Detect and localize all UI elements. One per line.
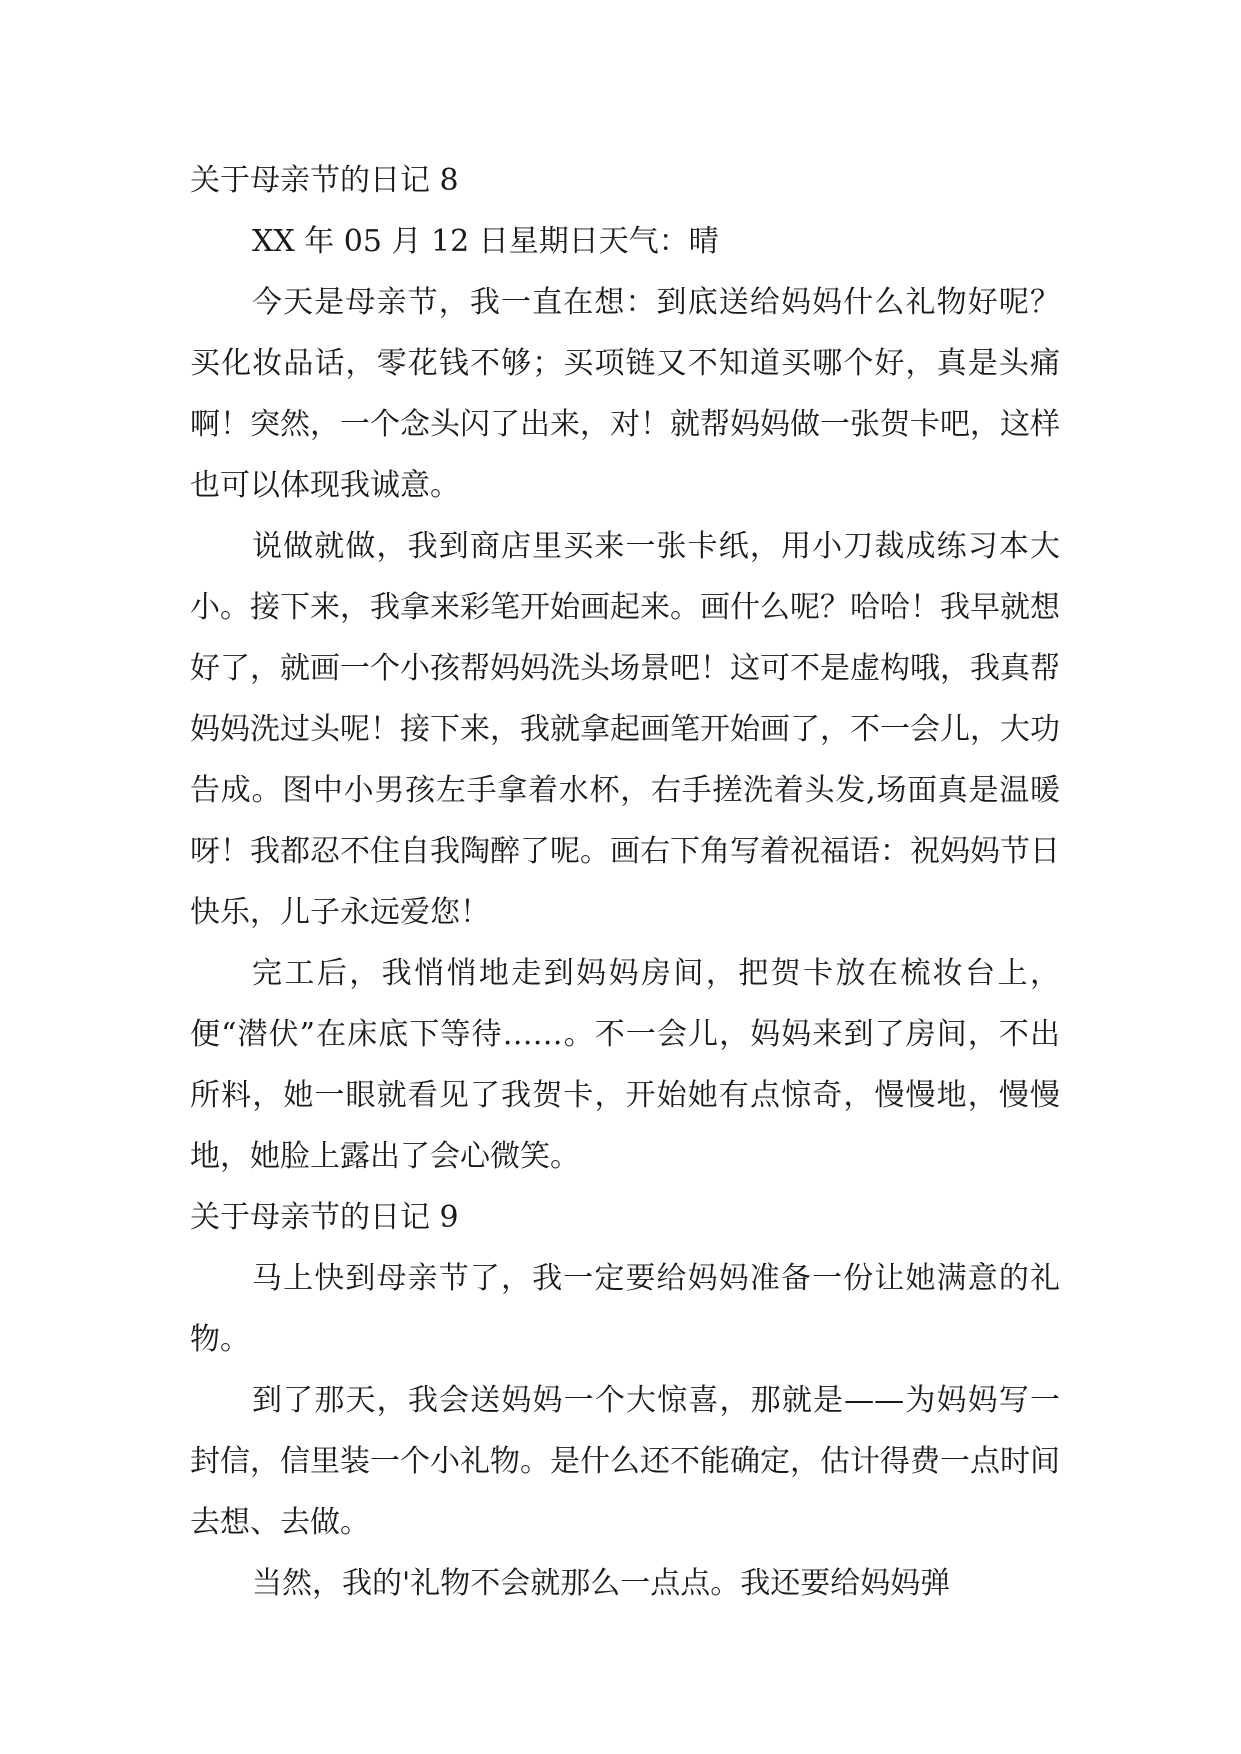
entry-heading: 关于母亲节的日记 8 xyxy=(190,163,459,198)
paragraph: 今天是母亲节，我一直在想：到底送给妈妈什么礼物好呢？买化妆品话，零花钱不够；买项链又不知道买哪个好，真是头痛啊！突然，一个念头闪了出来，对！就帮妈妈做一张贺卡吧，这样也可以体现我诚意。 xyxy=(190,285,1060,503)
document-page xyxy=(190,150,1060,1614)
diary-entry-8 xyxy=(190,150,1060,1187)
diary-entry-9 xyxy=(190,1187,1060,1614)
entry-date-weather: XX 年 05 月 12 日星期日天气：晴 xyxy=(252,224,719,259)
paragraph: 到了那天，我会送妈妈一个大惊喜，那就是——为妈妈写一封信，信里装一个小礼物。是什么还不能确定，估计得费一点时间去想、去做。 xyxy=(190,1383,1060,1540)
paragraph: 完工后，我悄悄地走到妈妈房间，把贺卡放在梳妆台上，便“潜伏”在床底下等待……。不一会儿，妈妈来到了房间，不出所料，她一眼就看见了我贺卡，开始她有点惊奇，慢慢地，慢慢地，她脸上露出了会心微笑。 xyxy=(190,956,1060,1174)
entry-heading: 关于母亲节的日记 9 xyxy=(190,1200,459,1235)
paragraph: 当然，我的'礼物不会就那么一点点。我还要给妈妈弹 xyxy=(252,1566,951,1601)
paragraph: 说做就做，我到商店里买来一张卡纸，用小刀裁成练习本大小。接下来，我拿来彩笔开始画起来。画什么呢？哈哈！我早就想好了，就画一个小孩帮妈妈洗头场景吧！这可不是虚构哦，我真帮妈妈洗过头呢！接下来，我就拿起画笔开始画了，不一会儿，大功告成。图中小男孩左手拿着水杯，右手搓洗着头发,场面真是温暖呀！我都忍不住自我陶醉了呢。画右下角写着祝福语：祝妈妈节日快乐，儿子永远爱您！ xyxy=(190,529,1060,930)
paragraph: 马上快到母亲节了，我一定要给妈妈准备一份让她满意的礼物。 xyxy=(190,1261,1060,1357)
